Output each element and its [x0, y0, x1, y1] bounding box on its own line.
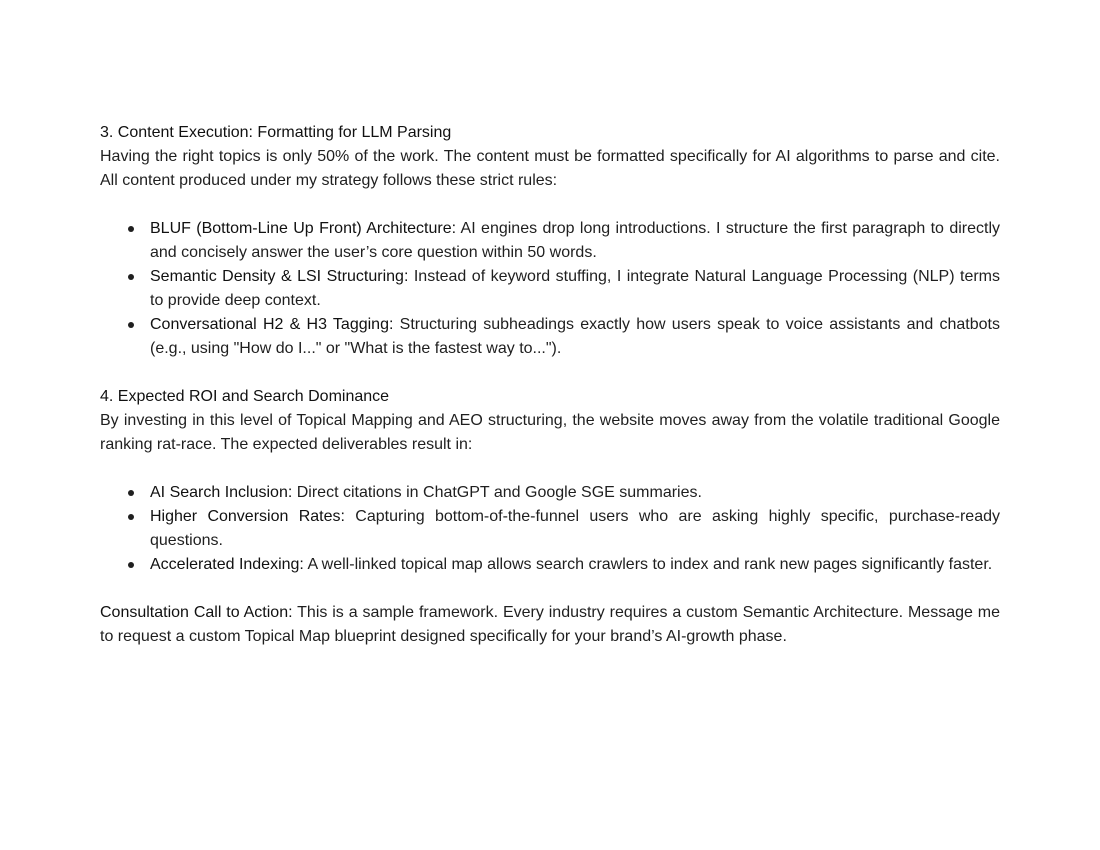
- bullet-text: Direct citations in ChatGPT and Google SGE summaries.: [292, 484, 702, 501]
- list-item: [150, 265, 1000, 313]
- section-expected-roi: [100, 385, 1000, 577]
- list-item: [150, 505, 1000, 553]
- call-to-action: [100, 601, 1000, 649]
- section-heading: 3. Content Execution: Formatting for LLM Parsing: [100, 124, 452, 141]
- list-item: [150, 313, 1000, 361]
- document-page: [100, 121, 1000, 649]
- list-item: [150, 217, 1000, 265]
- bullet-term: AI Search Inclusion:: [150, 484, 293, 501]
- bullet-text: Structuring subheadings exactly how users speak to voice assistants and chatbots (e.g., using "How do I..." or "What is the fastest way to...").: [150, 316, 1000, 357]
- cta-term: Consultation Call to Action:: [100, 604, 293, 621]
- bullet-text: Instead of keyword stuffing, I integrate Natural Language Processing (NLP) terms to provide deep context.: [150, 268, 1001, 309]
- bullet-text: A well-linked topical map allows search crawlers to index and rank new pages significantly faster.: [303, 556, 993, 573]
- section-intro: Having the right topics is only 50% of the work. The content must be formatted specifically for AI algorithms to parse and cite. All content produced under my strategy follows these strict rules:: [100, 148, 1000, 189]
- bullet-term: Higher Conversion Rates:: [150, 508, 345, 525]
- list-item: [150, 481, 1000, 505]
- section-heading: 4. Expected ROI and Search Dominance: [100, 388, 390, 405]
- bullet-term: BLUF (Bottom-Line Up Front) Architecture:: [150, 220, 457, 237]
- cta-text: This is a sample framework. Every industry requires a custom Semantic Architecture. Message me to request a custom Topical Map blueprint designed specifically for your brand’s AI-growth phase.: [100, 604, 1001, 645]
- bullet-list: [100, 481, 1000, 577]
- list-item: [150, 553, 1000, 577]
- section-intro: By investing in this level of Topical Mapping and AEO structuring, the website moves away from the volatile traditional Google ranking rat-race. The expected deliverables result in:: [100, 412, 1000, 453]
- bullet-text: Capturing bottom-of-the-funnel users who are asking highly specific, purchase-ready questions.: [150, 508, 1000, 549]
- section-content-execution: [100, 121, 1000, 361]
- bullet-term: Conversational H2 & H3 Tagging:: [150, 316, 394, 333]
- bullet-term: Semantic Density & LSI Structuring:: [150, 268, 409, 285]
- bullet-term: Accelerated Indexing:: [150, 556, 304, 573]
- bullet-text: AI engines drop long introductions. I structure the first paragraph to directly and concisely answer the user’s core question within 50 words.: [150, 220, 1000, 261]
- bullet-list: [100, 217, 1000, 361]
